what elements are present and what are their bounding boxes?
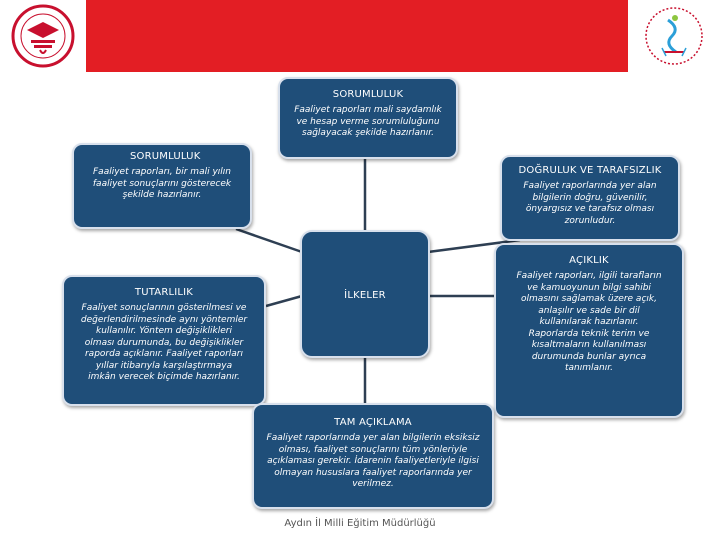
principle-description [504,271,674,375]
desc-line: Faaliyet raporları mali saydamlık [294,105,442,115]
desc-line: kullanılarak hazırlanır. [539,317,639,327]
principle-sorumluluk-left [72,143,252,229]
desc-line: kısaltmaların kullanılması [531,340,647,350]
desc-line: verilmez. [352,479,394,489]
center-title: İLKELER [344,290,386,301]
desc-line: olması durumunda, bu değişiklikler [84,337,244,348]
principle-title: SORUMLULUK [130,151,201,162]
desc-line: Faaliyet raporları, bir mali yılın [93,167,231,177]
desc-line: önyargısız ve tarafsız olması [525,204,655,214]
desc-line: anlaşılır ve sade bir dil [538,305,640,316]
connector-left [236,229,302,252]
desc-line: bilgilerin doğru, güvenilir, [532,192,648,203]
desc-line: raporda açıklanır. Faaliyet raporları [84,349,244,359]
desc-line: zorunludur. [564,215,616,226]
desc-line: imkân verecek biçimde hazırlanır. [88,372,240,382]
principle-description [508,181,672,227]
desc-line: olmasını sağlamak üzere açık, [521,294,657,304]
principle-description [80,167,244,202]
principle-description [70,303,258,384]
principle-tutarlilik [62,275,266,406]
principle-aciklik [494,243,684,418]
principle-title: SORUMLULUK [332,89,404,100]
desc-line: olması, faaliyet sonuçlarını tüm yönleriyle [278,444,468,455]
desc-line: açıklaması gerekir. İdarenin faaliyetleriyle ilgisi [267,456,479,466]
footer-text: Aydın İl Milli Eğitim Müdürlüğü [284,518,436,529]
principle-description [286,105,450,140]
desc-line: ve hesap verme sorumluluğunu [296,116,440,127]
desc-line: ve kamuoyunun bilgi sahibi [527,282,651,293]
principle-dogruluk-tarafsizlik [500,155,680,241]
desc-line: sağlayacak şekilde hazırlanır. [302,128,434,138]
desc-line: tanımlanır. [565,363,613,373]
center-node-ilkeler [300,230,430,358]
desc-line: kullanılır. Yöntem değişiklikleri [96,326,232,336]
desc-line: Faaliyet sonuçlarının gösterilmesi ve [81,303,247,313]
desc-line: yıllar itibarıyla karşılaştırmaya [95,360,233,371]
principle-title: TAM AÇIKLAMA [334,417,412,428]
principle-tam-aciklama [252,403,494,509]
principle-title: AÇIKLIK [569,255,609,266]
desc-line: Faaliyet raporları, ilgili tarafların [516,271,662,281]
principle-description [260,433,486,491]
principle-title: DOĞRULUK VE TARAFSIZLIK [518,165,662,176]
principle-title: TUTARLILIK [134,287,194,298]
desc-line: durumunda bunlar ayrıca [531,351,647,362]
desc-line: faaliyet sonuçlarını gösterecek [92,178,232,189]
desc-line: Raporlarda teknik terim ve [528,328,650,339]
desc-line: Faaliyet raporlarında yer alan bilgilerin eksiksiz [266,433,480,443]
desc-line: değerlendirilmesinde aynı yöntemler [80,314,248,325]
desc-line: Faaliyet raporlarında yer alan [523,181,657,191]
connector-tutarlilik [266,296,302,306]
principle-sorumluluk-top [278,77,458,159]
desc-line: olmayan hususlara faaliyet raporlarında yer [274,467,472,478]
desc-line: şekilde hazırlanır. [122,190,202,200]
